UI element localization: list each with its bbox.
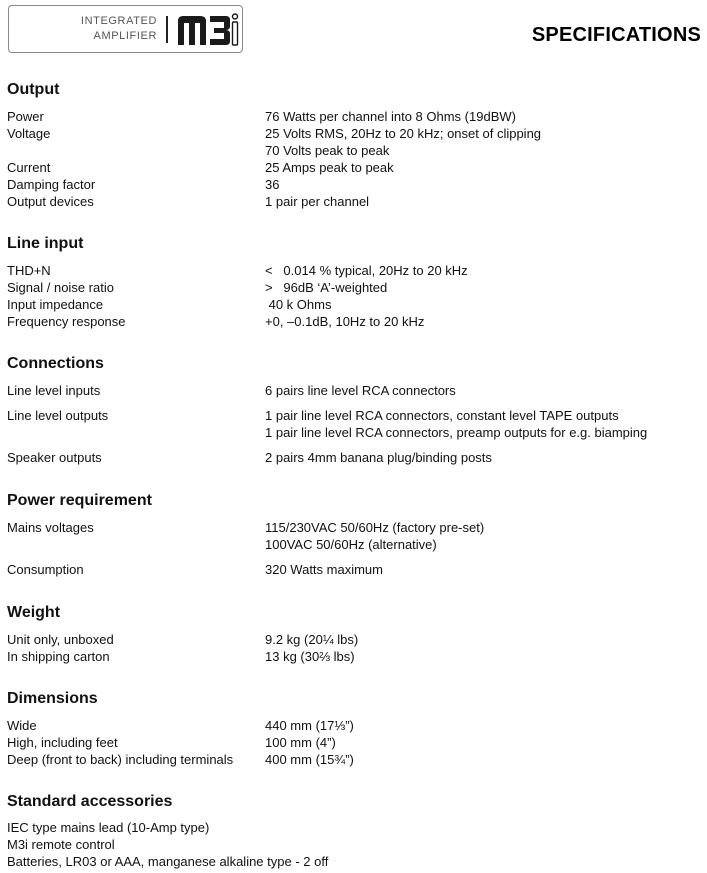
spec-value-mains-alternative: 100VAC 50/60Hz (alternative) — [265, 537, 437, 552]
spec-label-snr: Signal / noise ratio — [7, 280, 114, 295]
accessory-item-batteries: Batteries, LR03 or AAA, manganese alkaline type - 2 off — [7, 854, 329, 869]
spec-value-frequency-response: +0, –0.1dB, 10Hz to 20 kHz — [265, 314, 425, 329]
spec-value-output-devices: 1 pair per channel — [265, 194, 370, 209]
spec-label-input-impedance: Input impedance — [7, 297, 104, 312]
spec-label-power: Power — [7, 109, 44, 124]
section-heading-accessories: Standard accessories — [7, 793, 173, 810]
spec-value-current: 25 Amps peak to peak — [265, 160, 394, 175]
accessory-item-mains-lead: IEC type mains lead (10-Amp type) — [7, 820, 210, 835]
spec-label-mains-voltages: Mains voltages — [7, 520, 94, 535]
spec-value-voltage: 25 Volts RMS, 20Hz to 20 kHz; onset of clipping — [265, 126, 542, 141]
spec-value-consumption: 320 Watts maximum — [265, 562, 383, 577]
section-heading-line-input: Line input — [7, 235, 84, 252]
section-heading-dimensions: Dimensions — [7, 690, 98, 707]
spec-value-input-impedance: 40 k Ohms — [265, 297, 332, 312]
spec-label-high: High, including feet — [7, 735, 118, 750]
spec-label-consumption: Consumption — [7, 562, 84, 577]
spec-label-thd: THD+N — [7, 263, 51, 278]
accessory-item-remote-control: M3i remote control — [7, 837, 115, 852]
spec-value-wide: 440 mm (17⅓”) — [265, 718, 354, 733]
spec-label-wide: Wide — [7, 718, 37, 733]
spec-label-deep: Deep (front to back) including terminals — [7, 752, 234, 767]
spec-value-high: 100 mm (4”) — [265, 735, 336, 750]
spec-label-line-inputs: Line level inputs — [7, 383, 101, 398]
m3i-logo-mark — [176, 11, 240, 47]
spec-value-line-outputs-tape: 1 pair line level RCA connectors, constant level TAPE outputs — [265, 408, 619, 423]
spec-label-damping: Damping factor — [7, 177, 96, 192]
spec-value-thd: < 0.014 % typical, 20Hz to 20 kHz — [265, 263, 468, 278]
spec-value-mains-preset: 115/230VAC 50/60Hz (factory pre-set) — [265, 520, 485, 535]
section-heading-connections: Connections — [7, 355, 104, 372]
spec-value-snr: > 96dB ‘A’-weighted — [265, 280, 388, 295]
spec-value-shipping-carton: 13 kg (30⅔ lbs) — [265, 649, 355, 664]
section-heading-output: Output — [7, 81, 60, 98]
spec-value-unboxed: 9.2 kg (20¼ lbs) — [265, 632, 359, 647]
spec-value-line-inputs: 6 pairs line level RCA connectors — [265, 383, 456, 398]
logo-line-integrated: INTEGRATED — [80, 15, 157, 27]
logo-line-amplifier: AMPLIFIER — [93, 30, 157, 42]
logo-text — [67, 14, 157, 44]
spec-label-current: Current — [7, 160, 51, 175]
section-heading-weight: Weight — [7, 604, 61, 621]
spec-value-power: 76 Watts per channel into 8 Ohms (19dBW) — [265, 109, 516, 124]
page-title: SPECIFICATIONS — [531, 24, 701, 46]
spec-label-voltage: Voltage — [7, 126, 51, 141]
spec-label-shipping-carton: In shipping carton — [7, 649, 110, 664]
spec-value-line-outputs-preamp: 1 pair line level RCA connectors, preamp outputs for e.g. biamping — [265, 425, 648, 440]
product-logo — [8, 5, 243, 53]
section-heading-power-requirement: Power requirement — [7, 492, 152, 509]
spec-label-output-devices: Output devices — [7, 194, 94, 209]
spec-value-deep: 400 mm (15¾”) — [265, 752, 354, 767]
spec-label-speaker-outputs: Speaker outputs — [7, 450, 102, 465]
spec-value-speaker-outputs: 2 pairs 4mm banana plug/binding posts — [265, 450, 492, 465]
spec-label-frequency-response: Frequency response — [7, 314, 126, 329]
spec-label-unboxed: Unit only, unboxed — [7, 632, 114, 647]
logo-divider — [166, 16, 168, 43]
spec-value-voltage-peak: 70 Volts peak to peak — [265, 143, 390, 158]
spec-label-line-outputs: Line level outputs — [7, 408, 109, 423]
spec-value-damping: 36 — [265, 177, 280, 192]
